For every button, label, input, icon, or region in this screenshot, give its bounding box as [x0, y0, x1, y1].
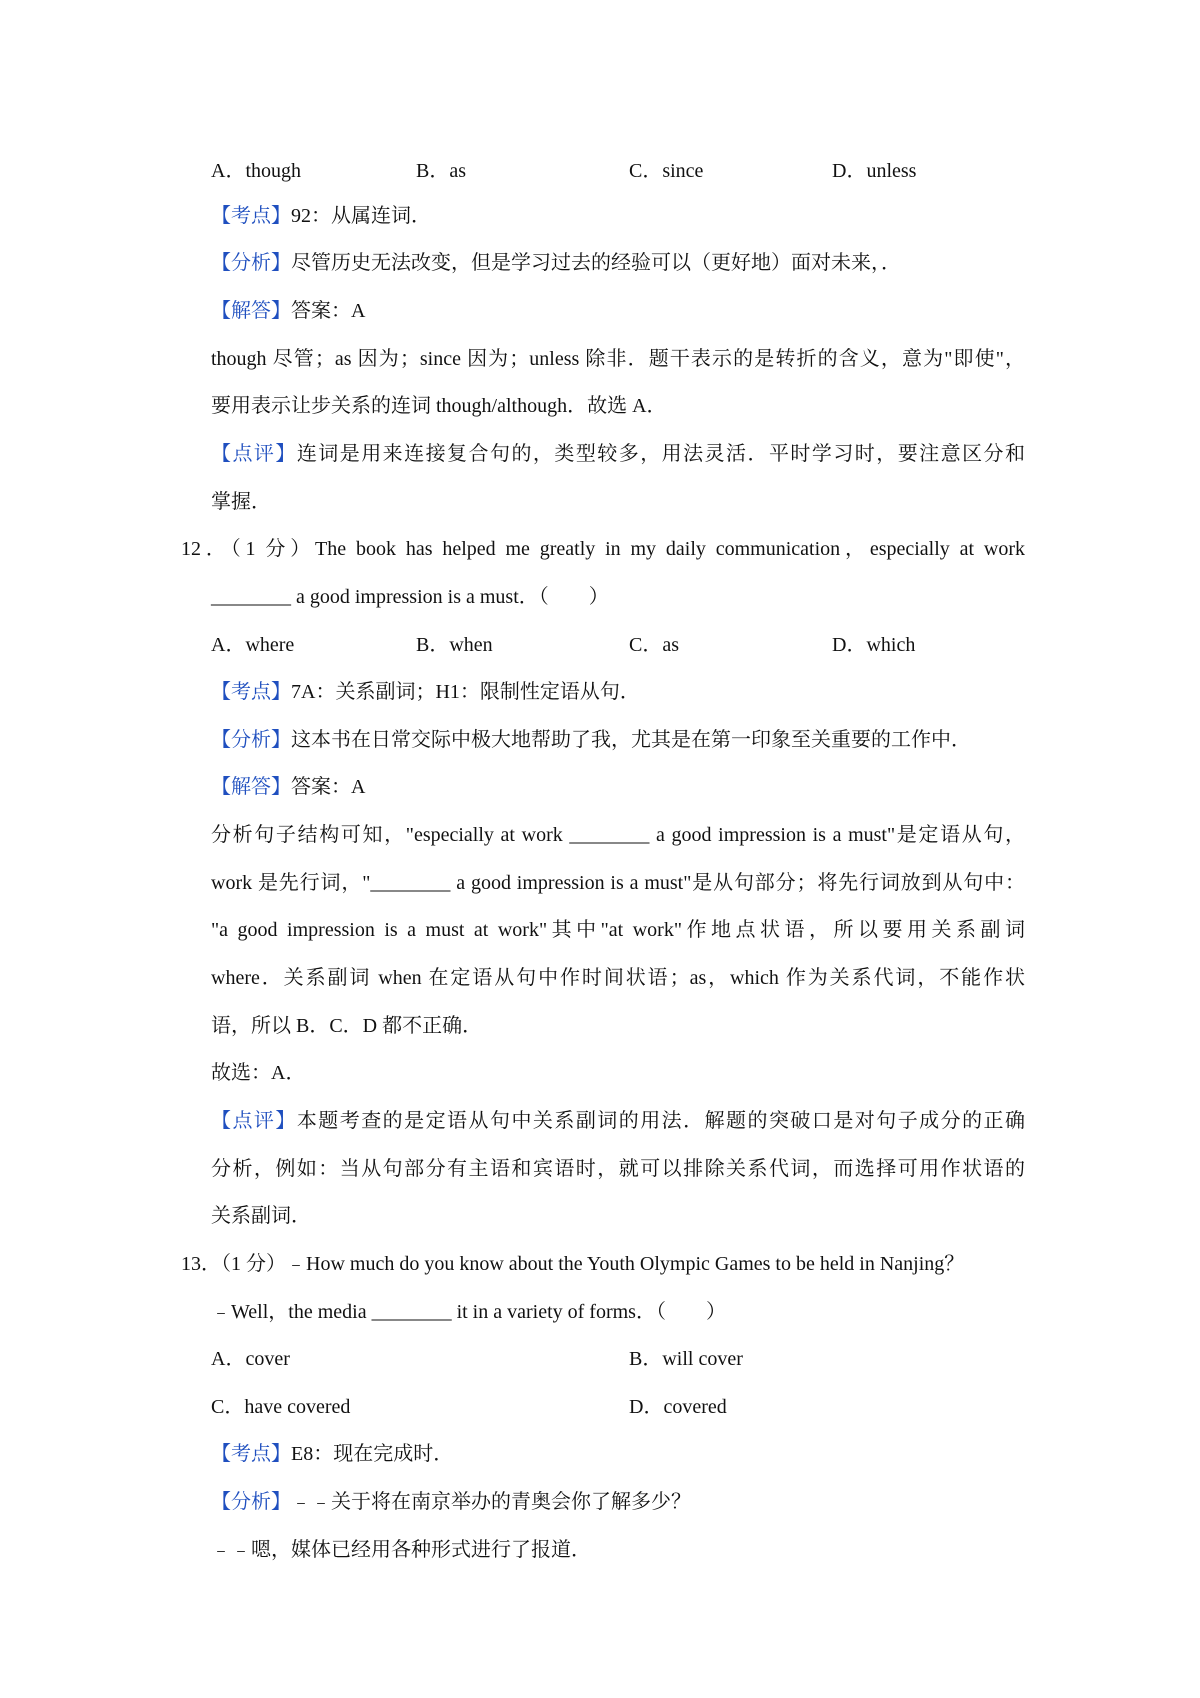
q12-explain-line-1: 分析句子结构可知，"especially at work ________ a good impression is a must"是定语从句， — [211, 824, 1025, 846]
q12-option-a: A．where — [211, 634, 295, 656]
q12-stem-line-1 — [181, 536, 1025, 562]
q12-kaodian-text: 7A：关系副词；H1：限制性定语从句． — [291, 681, 640, 703]
kaodian-tag: 【考点】 — [211, 1443, 291, 1465]
q13-fenxi-text: ﹣﹣关于将在南京举办的青奥会你了解多少？ — [291, 1491, 691, 1513]
q11-option-a: A．though — [211, 160, 301, 182]
q12-kaodian — [211, 679, 1025, 705]
q13-stem-line-1 — [181, 1251, 1025, 1277]
q11-dianping-text: 连词是用来连接复合句的，类型较多，用法灵活．平时学习时，要注意区分和 — [296, 443, 1026, 465]
q12-stem-text-1: （1 分）The book has helped me greatly in my daily communication，especially at work — [230, 538, 1026, 560]
q11-explain-line-1: though 尽管；as 因为；since 因为；unless 除非．题干表示的是转折的含义，意为"即使"， — [211, 348, 1025, 370]
q12-dianping-text: 本题考查的是定语从句中关系副词的用法．解题的突破口是对句子成分的正确 — [296, 1110, 1026, 1132]
q12-jieda-text: 答案：A — [291, 776, 366, 798]
q12-dianping-cont-2: 关系副词． — [211, 1205, 311, 1227]
q12-jieda — [211, 774, 1025, 800]
q12-explain-line-5: 语，所以 B．C．D 都不正确． — [211, 1015, 483, 1037]
q13-option-c: C．have covered — [211, 1396, 351, 1418]
q13-kaodian-text: E8：现在完成时． — [291, 1443, 454, 1465]
q11-explain-line-2: 要用表示让步关系的连词 though/although．故选 A． — [211, 395, 667, 417]
q12-option-c: C．as — [629, 634, 679, 656]
q12-number: 12． — [181, 538, 231, 560]
q13-option-b: B．will cover — [629, 1348, 743, 1370]
q13-option-d: D．covered — [629, 1396, 727, 1418]
q12-explain-line-4: where．关系副词 when 在定语从句中作时间状语；as，which 作为关系代词，不能作状 — [211, 967, 1025, 989]
q12-dianping — [211, 1108, 1025, 1134]
q12-option-b: B．when — [416, 634, 493, 656]
q12-fenxi — [211, 727, 1025, 753]
q12-explain-line-2: work 是先行词，"________ a good impression is a must"是从句部分；将先行词放到从句中： — [211, 872, 1025, 894]
q12-dianping-cont-1: 分析，例如：当从句部分有主语和宾语时，就可以排除关系代词，而选择可用作状语的 — [211, 1158, 1025, 1180]
kaodian-tag: 【考点】 — [211, 205, 291, 227]
q13-option-a: A．cover — [211, 1348, 290, 1370]
q13-number: 13． — [181, 1253, 221, 1275]
q11-fenxi-text: 尽管历史无法改变，但是学习过去的经验可以（更好地）面对未来，． — [291, 252, 901, 274]
q11-option-c: C．since — [629, 160, 704, 182]
q13-stem-line-2: ﹣Well，the media ________ it in a variety of forms．（ ） — [211, 1301, 726, 1323]
q13-stem-text-1: （1 分）﹣How much do you know about the Youth Olympic Games to be held in Nanjing？ — [221, 1253, 965, 1275]
fenxi-tag: 【分析】 — [211, 1491, 291, 1513]
q12-conclusion: 故选：A． — [211, 1062, 306, 1084]
q11-kaodian — [211, 203, 1025, 229]
jieda-tag: 【解答】 — [211, 776, 291, 798]
dianping-tag: 【点评】 — [211, 443, 297, 465]
q11-option-b: B．as — [416, 160, 466, 182]
q11-dianping — [211, 441, 1025, 467]
q13-kaodian — [211, 1441, 1025, 1467]
jieda-tag: 【解答】 — [211, 300, 291, 322]
fenxi-tag: 【分析】 — [211, 252, 291, 274]
q12-stem-line-2: ________ a good impression is a must．（ ） — [211, 586, 609, 608]
q11-fenxi — [211, 250, 1025, 276]
q12-option-d: D．which — [832, 634, 916, 656]
q11-jieda — [211, 298, 1025, 324]
dianping-tag: 【点评】 — [211, 1110, 297, 1132]
fenxi-tag: 【分析】 — [211, 729, 291, 751]
q11-kaodian-text: 92：从属连词． — [291, 205, 431, 227]
q12-fenxi-text: 这本书在日常交际中极大地帮助了我，尤其是在第一印象至关重要的工作中． — [291, 729, 971, 751]
q13-fenxi-cont: ﹣﹣嗯，媒体已经用各种形式进行了报道． — [211, 1539, 591, 1561]
q11-option-d: D．unless — [832, 160, 917, 182]
q12-explain-line-3: "a good impression is a must at work"其中"at work"作地点状语，所以要用关系副词 — [211, 919, 1025, 941]
q11-dianping-cont: 掌握． — [211, 491, 271, 513]
q11-jieda-text: 答案：A — [291, 300, 366, 322]
kaodian-tag: 【考点】 — [211, 681, 291, 703]
q13-fenxi — [211, 1489, 1025, 1515]
